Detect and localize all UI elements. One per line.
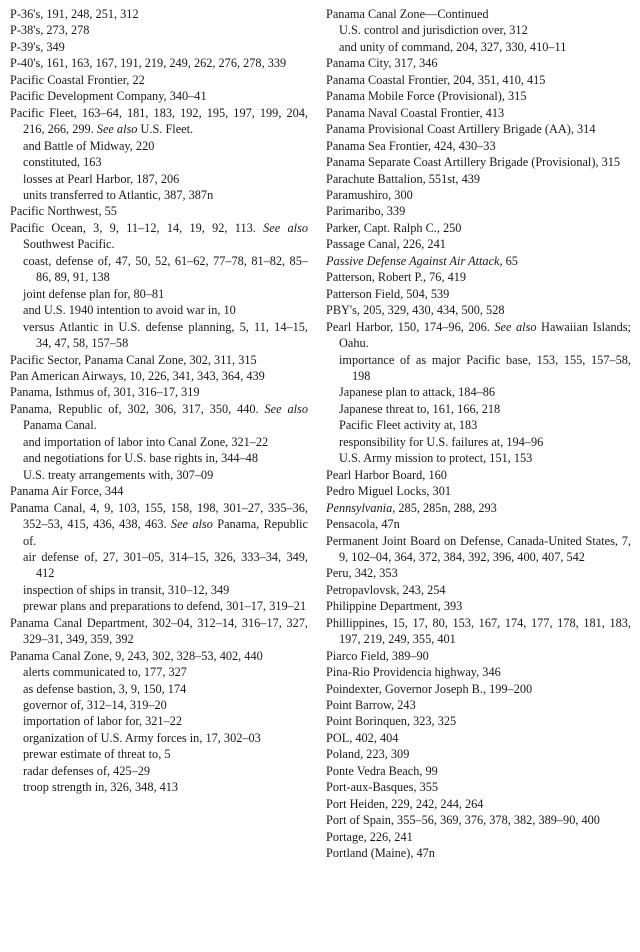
index-subentry bbox=[10, 681, 308, 697]
entry-text: radar defenses of, 425–29 bbox=[23, 763, 151, 778]
entry-text: units transferred to Atlantic, 387, 387n bbox=[23, 187, 214, 202]
entry-text: Panama City, 317, 346 bbox=[326, 56, 438, 71]
entry-text: Panama Mobile Force (Provisional), 315 bbox=[326, 89, 527, 104]
index-entry bbox=[326, 681, 631, 697]
index-entry bbox=[326, 88, 631, 104]
entry-text: Point Borinquen, 323, 325 bbox=[326, 714, 457, 729]
entry-text: Permanent Joint Board on Defense, Canada-United States, 7, 9, 102–04, 364, 372, 384, 392, 396, 400, 407, 542 bbox=[326, 533, 631, 564]
entry-text: Phillippines, 15, 17, 80, 153, 167, 174, 177, 178, 181, 183, 197, 219, 249, 355, 401 bbox=[326, 615, 631, 647]
entry-text: losses at Pearl Harbor, 187, 206 bbox=[23, 171, 180, 186]
see-also-target: Panama Canal. bbox=[23, 418, 97, 433]
entry-text: Piarco Field, 389–90 bbox=[326, 648, 429, 663]
see-also-target: Hawaiian Islands; Oahu. bbox=[339, 319, 631, 351]
index-entry bbox=[326, 187, 631, 203]
index-subentry bbox=[10, 154, 308, 170]
index-entry bbox=[10, 55, 308, 71]
index-entry bbox=[326, 483, 631, 499]
entry-text: constituted, 163 bbox=[23, 155, 102, 170]
index-entry bbox=[326, 533, 631, 566]
index-subentry bbox=[10, 286, 308, 302]
index-subentry bbox=[10, 467, 308, 483]
index-entry bbox=[10, 368, 308, 384]
index-subentry bbox=[326, 352, 631, 385]
entry-text: Peru, 342, 353 bbox=[326, 566, 398, 581]
index-subentry bbox=[10, 713, 308, 729]
index-entry bbox=[326, 121, 631, 137]
index-subentry bbox=[326, 384, 631, 400]
index-entry bbox=[326, 615, 631, 648]
entry-text: versus Atlantic in U.S. defense planning, 5, 11, 14–15, 34, 47, 58, 157–58 bbox=[23, 319, 308, 351]
index-column-right bbox=[326, 6, 631, 862]
index-entry bbox=[10, 220, 308, 253]
entry-text: Pacific Sector, Panama Canal Zone, 302, 311, 315 bbox=[10, 352, 257, 367]
entry-text: Port-aux-Basques, 355 bbox=[326, 780, 439, 795]
entry-text: Panama Naval Coastal Frontier, 413 bbox=[326, 105, 505, 120]
entry-text: importation of labor for, 321–22 bbox=[23, 714, 182, 729]
entry-text: Japanese threat to, 161, 166, 218 bbox=[339, 401, 501, 416]
index-entry bbox=[10, 6, 308, 22]
entry-text: governor of, 312–14, 319–20 bbox=[23, 698, 167, 713]
index-entry bbox=[326, 796, 631, 812]
entry-text: Pacific Coastal Frontier, 22 bbox=[10, 72, 145, 87]
index-subentry bbox=[10, 171, 308, 187]
entry-text: Pacific Northwest, 55 bbox=[10, 204, 117, 219]
index-entry bbox=[326, 812, 631, 828]
entry-text: Petropavlovsk, 243, 254 bbox=[326, 582, 446, 597]
entry-text: Patterson, Robert P., 76, 419 bbox=[326, 270, 467, 285]
see-also-target: U.S. Fleet. bbox=[137, 122, 194, 137]
index-subentry bbox=[10, 730, 308, 746]
entry-text: prewar estimate of threat to, 5 bbox=[23, 747, 171, 762]
entry-text: Poland, 223, 309 bbox=[326, 747, 410, 762]
index-entry bbox=[326, 598, 631, 614]
index-entry bbox=[326, 220, 631, 236]
see-also-label: See also bbox=[263, 220, 309, 235]
entry-text: POL, 402, 404 bbox=[326, 730, 399, 745]
index-entry bbox=[10, 384, 308, 400]
entry-text: as defense bastion, 3, 9, 150, 174 bbox=[23, 681, 187, 696]
index-entry bbox=[326, 500, 631, 516]
see-also-target: Southwest Pacific. bbox=[23, 237, 115, 252]
entry-text: Pearl Harbor, 150, 174–96, 206. bbox=[326, 319, 490, 334]
entry-text: and negotiations for U.S. base rights in, 344–48 bbox=[23, 451, 258, 466]
index-subentry bbox=[10, 302, 308, 318]
entry-text: Panama Canal Zone, 9, 243, 302, 328–53, 402, 440 bbox=[10, 648, 263, 663]
entry-text: Panama Canal, 4, 9, 103, 155, 158, 198, 301–27, 335–36, 352–53, 415, 436, 438, 463. bbox=[10, 500, 308, 532]
entry-text: troop strength in, 326, 348, 413 bbox=[23, 780, 179, 795]
index-entry bbox=[326, 664, 631, 680]
index-entry bbox=[326, 713, 631, 729]
entry-text: Panama, Isthmus of, 301, 316–17, 319 bbox=[10, 385, 200, 400]
index-entry bbox=[10, 352, 308, 368]
index-subentry bbox=[326, 22, 631, 38]
index-entry bbox=[326, 286, 631, 302]
index-subentry bbox=[10, 763, 308, 779]
entry-text: U.S. control and jurisdiction over, 312 bbox=[339, 23, 528, 38]
see-also-label: See also bbox=[96, 122, 138, 137]
entry-text: air defense of, 27, 301–05, 314–15, 326, 333–34, 349, 412 bbox=[23, 549, 308, 581]
index-entry bbox=[326, 779, 631, 795]
index-entry bbox=[326, 269, 631, 285]
index-subentry bbox=[10, 450, 308, 466]
index-subentry bbox=[326, 401, 631, 417]
index-subentry bbox=[10, 598, 308, 614]
entry-italic-title: Pennsylvania, bbox=[326, 500, 396, 515]
entry-text: Port of Spain, 355–56, 369, 376, 378, 382, 389–90, 400 bbox=[326, 813, 600, 828]
see-also-target: Panama, Republic of. bbox=[23, 517, 309, 548]
entry-text: inspection of ships in transit, 310–12, 349 bbox=[23, 582, 230, 597]
entry-text: U.S. treaty arrangements with, 307–09 bbox=[23, 467, 214, 482]
index-subentry bbox=[10, 697, 308, 713]
entry-text: Portage, 226, 241 bbox=[326, 829, 413, 844]
entry-text: Parimaribo, 339 bbox=[326, 204, 406, 219]
entry-text: Pearl Harbor Board, 160 bbox=[326, 467, 447, 482]
index-entry bbox=[10, 401, 308, 434]
index-entry bbox=[10, 72, 308, 88]
index-entry bbox=[326, 648, 631, 664]
entry-text: Poindexter, Governor Joseph B., 199–200 bbox=[326, 681, 533, 696]
entry-text: Panama Canal Zone—Continued bbox=[326, 7, 489, 21]
entry-text: prewar plans and preparations to defend, 301–17, 319–21 bbox=[23, 599, 307, 614]
entry-text: P-38's, 273, 278 bbox=[10, 23, 90, 38]
entry-text: U.S. Army mission to protect, 151, 153 bbox=[339, 451, 533, 466]
entry-text: Pensacola, 47n bbox=[326, 517, 400, 532]
index-entry bbox=[10, 483, 308, 499]
entry-text: Portland (Maine), 47n bbox=[326, 846, 435, 861]
entry-text: Panama Air Force, 344 bbox=[10, 484, 124, 499]
entry-text: Pacific Development Company, 340–41 bbox=[10, 89, 207, 104]
entry-text: Pan American Airways, 10, 226, 341, 343, 364, 439 bbox=[10, 368, 265, 383]
index-subentry bbox=[10, 138, 308, 154]
index-entry bbox=[10, 500, 308, 549]
entry-text: and Battle of Midway, 220 bbox=[23, 138, 155, 153]
entry-text: P-39's, 349 bbox=[10, 39, 65, 54]
index-entry bbox=[326, 154, 631, 170]
entry-text: 65 bbox=[502, 253, 518, 268]
index-entry bbox=[10, 615, 308, 648]
index-entry bbox=[326, 319, 631, 352]
index-entry bbox=[326, 582, 631, 598]
index-subentry bbox=[326, 417, 631, 433]
index-entry bbox=[326, 516, 631, 532]
index-entry bbox=[326, 171, 631, 187]
entry-text: Parker, Capt. Ralph C., 250 bbox=[326, 220, 462, 235]
entry-text: Panama Provisional Coast Artillery Brigade (AA), 314 bbox=[326, 122, 596, 137]
index-subentry bbox=[10, 582, 308, 598]
entry-text: P-36's, 191, 248, 251, 312 bbox=[10, 7, 139, 21]
index-subentry bbox=[10, 664, 308, 680]
entry-text: Pacific Fleet activity at, 183 bbox=[339, 418, 478, 433]
entry-text: PBY's, 205, 329, 430, 434, 500, 528 bbox=[326, 303, 505, 318]
entry-text: Panama, Republic of, 302, 306, 317, 350, 440. bbox=[10, 401, 259, 416]
index-entry bbox=[326, 72, 631, 88]
index-subentry bbox=[326, 450, 631, 466]
entry-text: Panama Sea Frontier, 424, 430–33 bbox=[326, 138, 496, 153]
index-entry bbox=[326, 105, 631, 121]
entry-text: 285, 285n, 288, 293 bbox=[395, 500, 497, 515]
index-subentry bbox=[10, 253, 308, 286]
entry-text: Panama Coastal Frontier, 204, 351, 410, 415 bbox=[326, 72, 546, 87]
entry-text: responsibility for U.S. failures at, 194–96 bbox=[339, 434, 544, 449]
entry-text: Pacific Fleet, 163–64, 181, 183, 192, 195, 197, 199, 204, 216, 266, 299. bbox=[10, 105, 308, 137]
index-entry bbox=[326, 845, 631, 861]
index-entry bbox=[326, 302, 631, 318]
see-also-label: See also bbox=[170, 517, 213, 532]
index-entry bbox=[326, 236, 631, 252]
index-entry bbox=[10, 648, 308, 664]
index-entry bbox=[326, 138, 631, 154]
entry-text: P-40's, 161, 163, 167, 191, 219, 249, 262, 276, 278, 339 bbox=[10, 56, 287, 71]
entry-text: Panama Separate Coast Artillery Brigade (Provisional), 315 bbox=[326, 155, 621, 170]
entry-text: Japanese plan to attack, 184–86 bbox=[339, 385, 496, 400]
index-subentry bbox=[10, 434, 308, 450]
index-entry bbox=[326, 6, 631, 22]
entry-text: Philippine Department, 393 bbox=[326, 599, 463, 614]
index-entry bbox=[326, 730, 631, 746]
index-subentry bbox=[10, 187, 308, 203]
entry-text: Patterson Field, 504, 539 bbox=[326, 286, 450, 301]
entry-text: Ponte Vedra Beach, 99 bbox=[326, 763, 438, 778]
index-subentry bbox=[10, 746, 308, 762]
index-subentry bbox=[326, 39, 631, 55]
index-entry bbox=[326, 565, 631, 581]
index-entry bbox=[326, 55, 631, 71]
entry-text: Parachute Battalion, 551st, 439 bbox=[326, 171, 481, 186]
entry-text: Paramushiro, 300 bbox=[326, 187, 413, 202]
entry-text: and importation of labor into Canal Zone, 321–22 bbox=[23, 434, 269, 449]
index-column-left bbox=[10, 6, 308, 796]
index-entry bbox=[326, 746, 631, 762]
entry-text: Point Barrow, 243 bbox=[326, 698, 416, 713]
index-entry bbox=[10, 88, 308, 104]
index-entry bbox=[326, 697, 631, 713]
index-subentry bbox=[10, 319, 308, 352]
see-also-label: See also bbox=[264, 401, 308, 416]
index-entry bbox=[326, 203, 631, 219]
index-subentry bbox=[10, 549, 308, 582]
entry-text: joint defense plan for, 80–81 bbox=[23, 286, 165, 301]
entry-text: Passage Canal, 226, 241 bbox=[326, 237, 446, 252]
index-entry bbox=[10, 39, 308, 55]
entry-text: Pedro Miguel Locks, 301 bbox=[326, 484, 452, 499]
entry-text: and U.S. 1940 intention to avoid war in, 10 bbox=[23, 303, 236, 318]
entry-text: Pina-Rio Providencia highway, 346 bbox=[326, 665, 501, 680]
entry-text: Panama Canal Department, 302–04, 312–14, 316–17, 327, 329–31, 349, 359, 392 bbox=[10, 615, 308, 647]
index-entry bbox=[10, 203, 308, 219]
index-entry bbox=[10, 22, 308, 38]
entry-text: and unity of command, 204, 327, 330, 410–11 bbox=[339, 39, 567, 54]
entry-text: coast, defense of, 47, 50, 52, 61–62, 77–78, 81–82, 85–86, 89, 91, 138 bbox=[23, 253, 308, 285]
index-subentry bbox=[326, 434, 631, 450]
entry-text: alerts communicated to, 177, 327 bbox=[23, 665, 187, 680]
entry-text: importance of as major Pacific base, 153, 155, 157–58, 198 bbox=[339, 352, 631, 383]
entry-text: organization of U.S. Army forces in, 17, 302–03 bbox=[23, 730, 261, 745]
index-entry bbox=[326, 467, 631, 483]
index-subentry bbox=[10, 779, 308, 795]
index-entry bbox=[326, 763, 631, 779]
entry-italic-title: Passive Defense Against Air Attack, bbox=[326, 253, 503, 268]
index-entry bbox=[10, 105, 308, 138]
index-entry bbox=[326, 253, 631, 269]
see-also-label: See also bbox=[494, 319, 537, 334]
index-entry bbox=[326, 829, 631, 845]
entry-text: Port Heiden, 229, 242, 244, 264 bbox=[326, 796, 484, 811]
entry-text: Pacific Ocean, 3, 9, 11–12, 14, 19, 92, 113. bbox=[10, 220, 256, 235]
